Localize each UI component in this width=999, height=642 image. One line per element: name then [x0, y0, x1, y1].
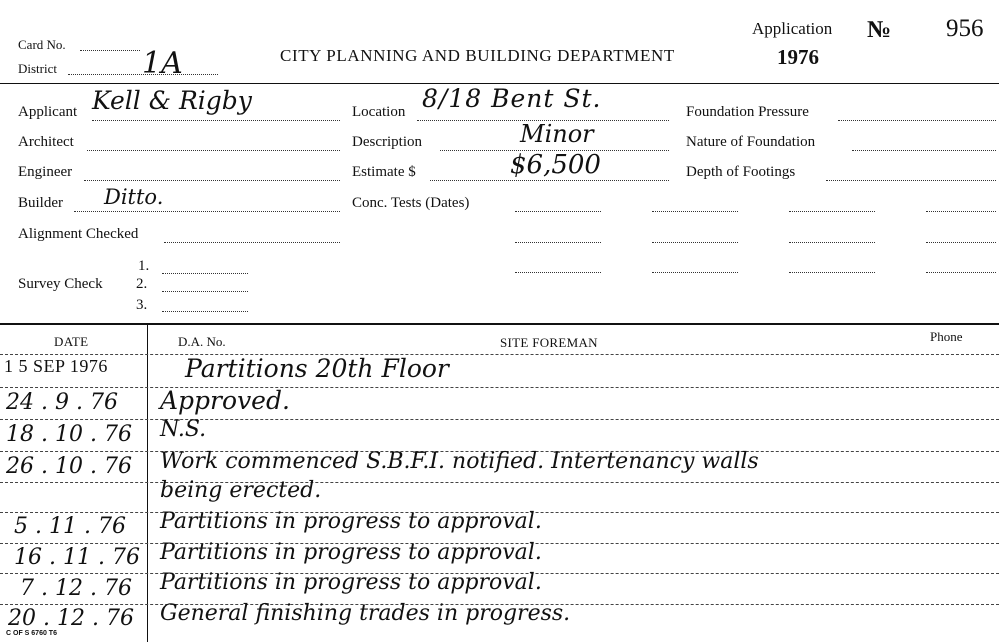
conc-test-line — [515, 242, 601, 243]
depth-footings-label: Depth of Footings — [686, 164, 796, 180]
log-entry-text: Work commenced S.B.F.I. notified. Intertenancy walls — [160, 449, 759, 474]
builder-value: Ditto. — [104, 185, 164, 209]
log-row-rule — [0, 482, 999, 483]
col-date-header: DATE — [54, 334, 89, 349]
foundation-pressure-label: Foundation Pressure — [686, 104, 809, 120]
estimate-label: Estimate $ — [352, 164, 416, 180]
engineer-line — [84, 180, 340, 181]
alignment-line — [164, 242, 340, 243]
survey-1-line — [162, 273, 248, 274]
conc-test-line — [515, 272, 601, 273]
log-date: 26 . 10 . 76 — [6, 454, 132, 479]
conc-test-line — [652, 272, 738, 273]
survey-2-label: 2. — [136, 276, 148, 292]
log-entry-text: Partitions in progress to approval. — [160, 540, 542, 565]
survey-label: Survey Check — [18, 276, 103, 292]
log-date: 7 . 12 . 76 — [20, 576, 132, 601]
conc-test-line — [515, 211, 601, 212]
engineer-label: Engineer — [18, 164, 73, 180]
survey-3-label: 3. — [136, 297, 148, 313]
col-da-header: D.A. No. — [178, 334, 226, 349]
foundation-pressure-line — [838, 120, 996, 121]
depth-footings-line — [826, 180, 996, 181]
conc-test-line — [789, 272, 875, 273]
log-row-rule — [0, 387, 999, 388]
col-phone-header: Phone — [930, 329, 963, 344]
log-entry-text: Partitions in progress to approval. — [160, 509, 542, 534]
survey-1-label: 1. — [138, 258, 150, 274]
conc-test-line — [789, 242, 875, 243]
log-entry-text: Approved. — [160, 386, 290, 415]
applicant-value: Kell & Rigby — [92, 86, 252, 115]
application-year: 1976 — [777, 45, 819, 69]
district-value: 1A — [142, 46, 183, 81]
log-entry-text: being erected. — [160, 478, 322, 503]
card-no-line — [80, 50, 140, 51]
log-date: 24 . 9 . 76 — [6, 390, 118, 415]
log-date: 18 . 10 . 76 — [6, 422, 132, 447]
conc-test-line — [652, 211, 738, 212]
district-label: District — [18, 61, 57, 76]
log-entry-text: N.S. — [160, 417, 207, 442]
log-row-rule — [0, 354, 999, 355]
log-entry-text: Partitions 20th Floor — [185, 354, 449, 383]
nature-foundation-line — [852, 150, 996, 151]
conc-test-line — [926, 242, 996, 243]
log-entry-text: General finishing trades in progress. — [160, 601, 571, 626]
nature-foundation-label: Nature of Foundation — [686, 134, 816, 150]
architect-label: Architect — [18, 134, 74, 150]
architect-line — [87, 150, 340, 151]
conc-tests-label: Conc. Tests (Dates) — [352, 195, 470, 211]
application-label: Application — [752, 19, 833, 38]
builder-label: Builder — [18, 195, 63, 211]
alignment-label: Alignment Checked — [18, 226, 139, 242]
survey-3-line — [162, 311, 248, 312]
log-date: 5 . 11 . 76 — [14, 514, 126, 539]
date-column-divider — [147, 324, 148, 642]
estimate-value: $6,500 — [510, 150, 601, 180]
conc-test-line — [926, 211, 996, 212]
builder-line — [74, 211, 340, 212]
applicant-line — [92, 120, 340, 121]
survey-2-line — [162, 291, 248, 292]
col-site-foreman-header: SITE FOREMAN — [500, 335, 598, 350]
number-sign: № — [867, 17, 892, 43]
location-label: Location — [352, 104, 406, 120]
location-value: 8/18 Bent St. — [422, 84, 602, 113]
form-code: C OF S 6760 T6 — [6, 630, 57, 637]
department-title: CITY PLANNING AND BUILDING DEPARTMENT — [280, 46, 675, 65]
card-no-label: Card No. — [18, 37, 66, 52]
log-entry-text: Partitions in progress to approval. — [160, 570, 542, 595]
log-top-rule — [0, 323, 999, 325]
description-label: Description — [352, 134, 422, 150]
log-date: 20 . 12 . 76 — [8, 606, 134, 631]
log-row-rule — [0, 419, 999, 420]
log-date: 16 . 11 . 76 — [14, 545, 140, 570]
conc-test-line — [926, 272, 996, 273]
application-number: 956 — [946, 15, 984, 42]
log-date-stamp: 1 5 SEP 1976 — [4, 356, 108, 376]
estimate-line — [430, 180, 669, 181]
applicant-label: Applicant — [18, 104, 78, 120]
conc-test-line — [652, 242, 738, 243]
conc-test-line — [789, 211, 875, 212]
description-value: Minor — [520, 120, 594, 148]
